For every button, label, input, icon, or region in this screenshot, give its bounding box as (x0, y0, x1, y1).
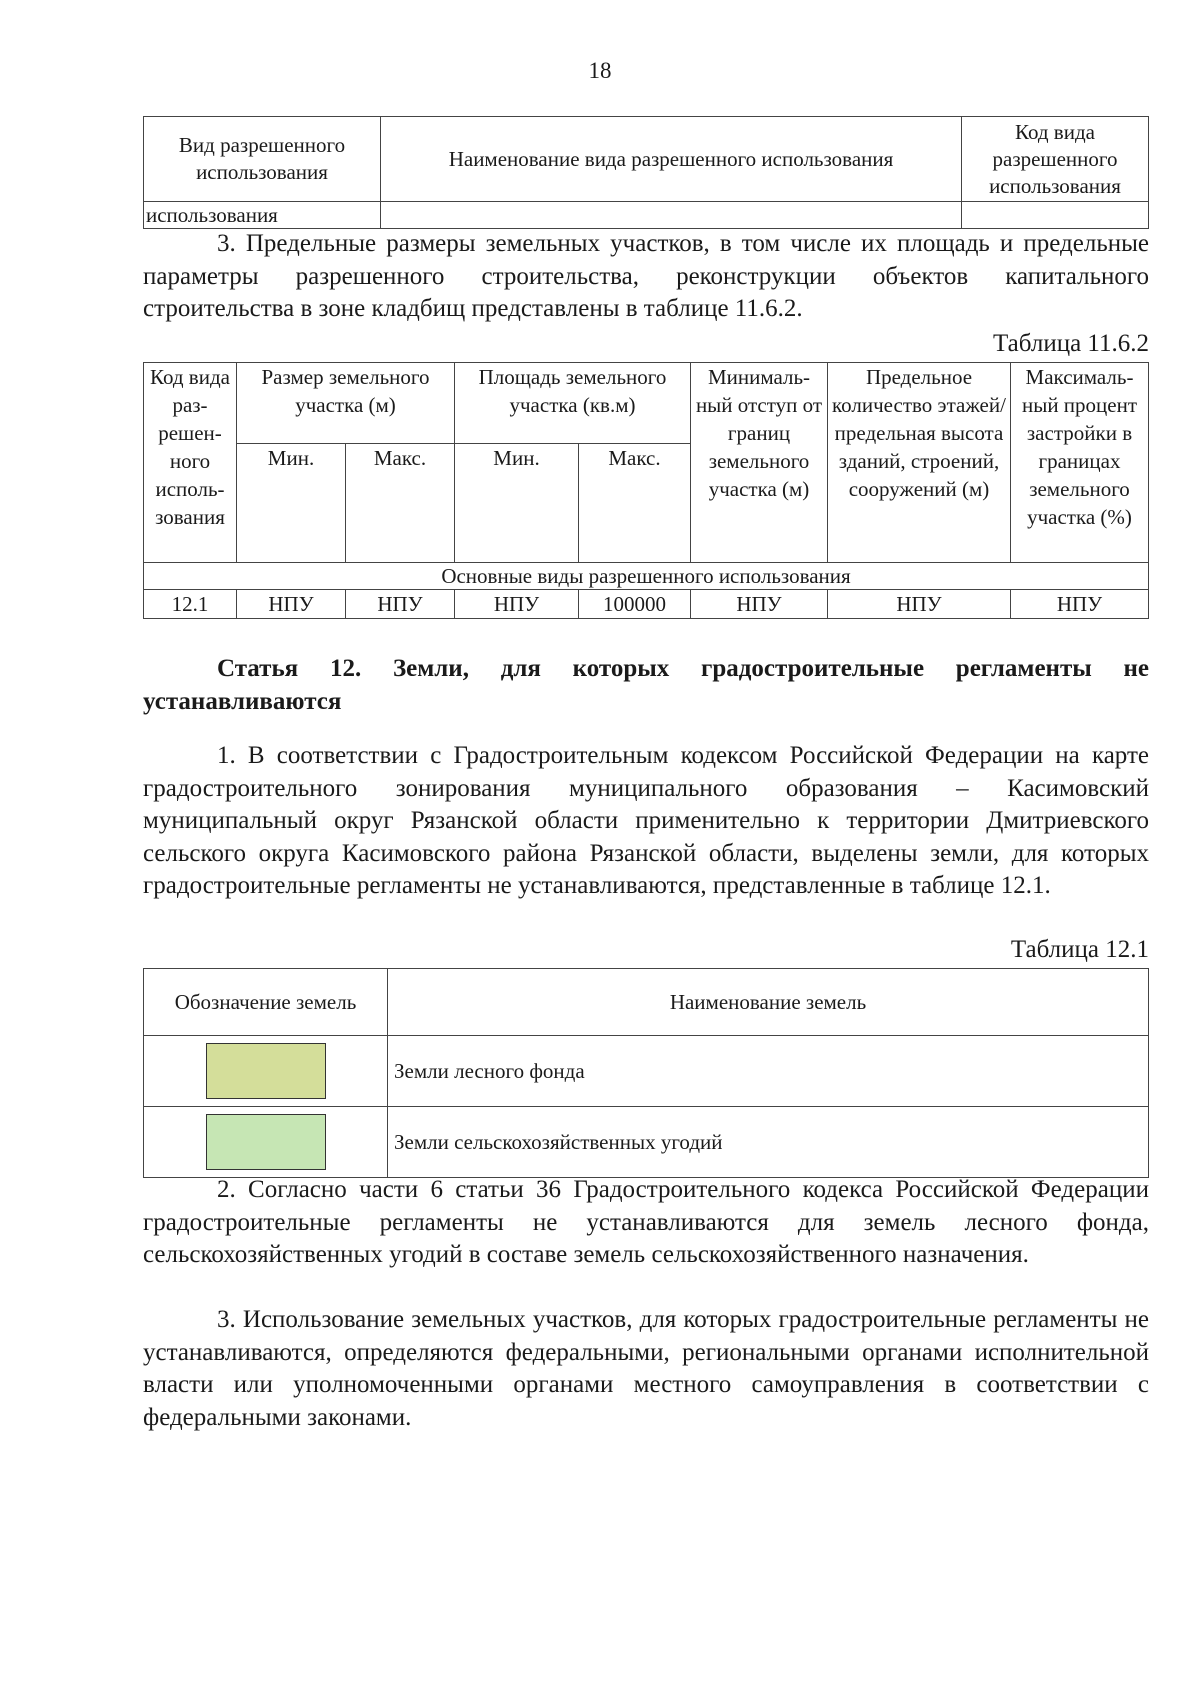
header-size-min: Мин. (237, 444, 346, 563)
table-cell (962, 202, 1149, 229)
table-caption-11-6-2: Таблица 11.6.2 (993, 330, 1149, 357)
header-use-code: Код вида разрешенного использования (962, 117, 1149, 202)
land-name-forest-fund: Земли лесного фонда (388, 1036, 1149, 1107)
table-row (144, 1036, 1149, 1107)
table-cell: использования (144, 202, 381, 229)
table-caption-12-1: Таблица 12.1 (1010, 936, 1149, 963)
symbol-cell (144, 1036, 388, 1107)
header-size-max: Макс. (346, 444, 455, 563)
table-row (144, 1107, 1149, 1178)
article-12-paragraph-3: 3. Использование земельных участков, для которых градостроительные регламенты не устанавливаются, определяются федеральными, региональными органами исполнительной власти или уполномоченными органами местного самоуправления в соответствии с федеральными законами. (143, 1306, 1149, 1431)
land-name-agricultural: Земли сельскохозяйственных угодий (388, 1107, 1149, 1178)
agricultural-land-swatch (206, 1114, 326, 1170)
header-min-offset: Минималь-ный отступ от границ земельного участка (м) (691, 363, 828, 563)
header-plot-size: Размер земельного участка (м) (237, 363, 455, 444)
cell-size-max: НПУ (346, 590, 455, 619)
cell-max-percent: НПУ (1011, 590, 1149, 619)
article-12-paragraph-2: 2. Согласно части 6 статьи 36 Градостроительного кодекса Российской Федерации градостроительные регламенты не устанавливаются для земель лесного фонда, сельскохозяйственных угодий в составе земель сельскохозяйственного назначения. (143, 1176, 1149, 1268)
header-code: Код вида раз-решен-ного исполь-зования (144, 363, 237, 563)
header-use-type: Вид разрешенного использования (144, 117, 381, 202)
header-land-name: Наименование земель (388, 969, 1149, 1036)
header-max-percent: Максималь-ный процент застройки в границах земельного участка (%) (1011, 363, 1149, 563)
header-max-floors: Предельное количество этажей/ предельная высота зданий, строений, сооружений (м) (828, 363, 1011, 563)
permitted-use-table-continued (143, 116, 1149, 229)
forest-fund-swatch (206, 1043, 326, 1099)
article-12-heading: Статья 12. Земли, для которых градостроительные регламенты не устанавливаются (143, 655, 1149, 715)
table-header-row (144, 117, 1149, 202)
section-title: Основные виды разрешенного использования (144, 563, 1149, 590)
header-land-symbol: Обозначение земель (144, 969, 388, 1036)
header-area-max: Макс. (579, 444, 691, 563)
header-area-min: Мин. (455, 444, 579, 563)
cell-min-offset: НПУ (691, 590, 828, 619)
cell-area-min: НПУ (455, 590, 579, 619)
cell-area-max: 100000 (579, 590, 691, 619)
cell-size-min: НПУ (237, 590, 346, 619)
paragraph-3: 3. Предельные размеры земельных участков, в том числе их площадь и предельные параметры разрешенного строительства, реконструкции объектов капитального строительства в зоне кладбищ представлены в таблице 11.6.2. (143, 230, 1149, 322)
cell-max-floors: НПУ (828, 590, 1011, 619)
table-header-row (144, 363, 1149, 444)
table-row (144, 202, 1149, 229)
symbol-cell (144, 1107, 388, 1178)
table-12-1 (143, 968, 1149, 1178)
page-number: 18 (588, 58, 612, 83)
table-header-row (144, 969, 1149, 1036)
cell-code: 12.1 (144, 590, 237, 619)
article-12-paragraph-1: 1. В соответствии с Градостроительным кодексом Российской Федерации на карте градостроительного зонирования муниципального образования – Касимовский муниципальный округ Рязанской области применительно к территории Дмитриевского сельского округа Касимовского района Рязанской области, выделены земли, для которых градостроительные регламенты не устанавливаются, представленные в таблице 12.1. (143, 742, 1149, 899)
table-section-row (144, 563, 1149, 590)
table-row (144, 590, 1149, 619)
header-plot-area: Площадь земельного участка (кв.м) (455, 363, 691, 444)
table-cell (381, 202, 962, 229)
header-use-name: Наименование вида разрешенного использования (381, 117, 962, 202)
table-11-6-2 (143, 362, 1149, 619)
